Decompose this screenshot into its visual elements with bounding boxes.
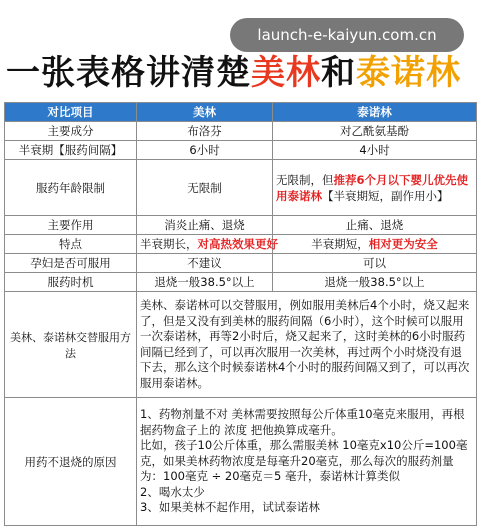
tainuolin-cell [273, 160, 477, 216]
feature-tainuolin-a: 半衰期短， [311, 237, 369, 251]
table-row-pregnant [5, 254, 477, 273]
tainuolin-cell: 对乙酰氨基酚 [273, 122, 477, 141]
row-label: 特点 [5, 235, 137, 254]
title-part-tainuolin: 泰诺林 [356, 53, 461, 93]
table-row-age-limit [5, 160, 477, 216]
feature-meilin-a: 半衰期长， [140, 237, 198, 251]
tainuolin-cell: 止痛、退烧 [273, 216, 477, 235]
table-row-halflife [5, 141, 477, 160]
table-header-row [5, 103, 477, 122]
reason-line-3: 2、喝水太少 [140, 484, 205, 499]
table-row-ingredient [5, 122, 477, 141]
header-compare-item: 对比项目 [5, 103, 137, 122]
row-label: 服药时机 [5, 273, 137, 292]
reason-line-4: 3、如果美林不起作用，试试泰诺林 [140, 500, 320, 515]
row-label: 主要作用 [5, 216, 137, 235]
table-row-feature [5, 235, 477, 254]
meilin-cell: 布洛芬 [137, 122, 273, 141]
age-text-a: 无限制，但 [276, 172, 334, 187]
tainuolin-cell [273, 235, 477, 254]
feature-meilin-highlight: 对高热效果更好 [197, 237, 278, 251]
header-meilin: 美林 [137, 103, 273, 122]
meilin-cell: 消炎止痛、退烧 [137, 216, 273, 235]
reason-line-2: 比如，孩子10公斤体重，那么需服美林 10毫克x10公斤=100毫克，如果美林药物浓度是每毫升20毫克，那么每次的服药剂量为：100毫克 ÷ 20毫克＝5 毫升，泰诺林计算类似 [140, 438, 468, 484]
title-part-meilin: 美林 [251, 53, 321, 93]
row-label: 主要成分 [5, 122, 137, 141]
tainuolin-cell: 退烧一般38.5°以上 [273, 273, 477, 292]
meilin-cell: 退烧一般38.5°以上 [137, 273, 273, 292]
reason-line-1: 1、药物剂量不对 美林需要按照每公斤体重10毫克来服用，再根据药物盒子上的 浓度 把他换算成毫升。 [140, 407, 465, 437]
feature-tainuolin-highlight: 相对更为安全 [368, 237, 438, 251]
row-label: 孕妇是否可服用 [5, 254, 137, 273]
header-tainuolin: 泰诺林 [273, 103, 477, 122]
row-label: 半衰期【服药间隔】 [5, 141, 137, 160]
tainuolin-cell: 4小时 [273, 141, 477, 160]
table-row-effect [5, 216, 477, 235]
meilin-cell: 不建议 [137, 254, 273, 273]
watermark-url: launch-e-kaiyun.com.cn [230, 18, 464, 52]
title-part-and: 和 [321, 53, 356, 93]
age-text-highlight: 推荐6个月以下婴儿优先使用泰诺林 [276, 172, 469, 203]
no-fever-reason-text [137, 398, 477, 526]
row-label: 服药年龄限制 [5, 160, 137, 216]
comparison-table [4, 102, 477, 526]
alternate-method-text: 美林、泰诺林可以交替服用，例如服用美林后4个小时，烧又起来了，但是又没有到美林的服药间隔（6小时），这个时候可以服用一次泰诺林，再等2小时后，烧又起来了，这时美林的6小时服药间隔已经到了，可以再次服用一次美林，再过两个小时烧没有退下去，那么这个时候泰诺林4个小时的服药间隔又到了，可以再次服用泰诺林。 [137, 292, 477, 398]
table-row-timing [5, 273, 477, 292]
tainuolin-cell: 可以 [273, 254, 477, 273]
page-title [6, 50, 476, 96]
age-text-c: 【半衰期短，副作用小】 [322, 188, 449, 203]
row-label: 美林、泰诺林交替服用方法 [5, 292, 137, 398]
meilin-cell [137, 235, 278, 254]
table-row-no-fever-reason [5, 398, 477, 526]
meilin-cell: 无限制 [137, 160, 273, 216]
title-part-1: 一张表格讲清楚 [6, 53, 251, 93]
row-label: 用药不退烧的原因 [5, 398, 137, 526]
table-row-alternate [5, 292, 477, 398]
meilin-cell: 6小时 [137, 141, 273, 160]
